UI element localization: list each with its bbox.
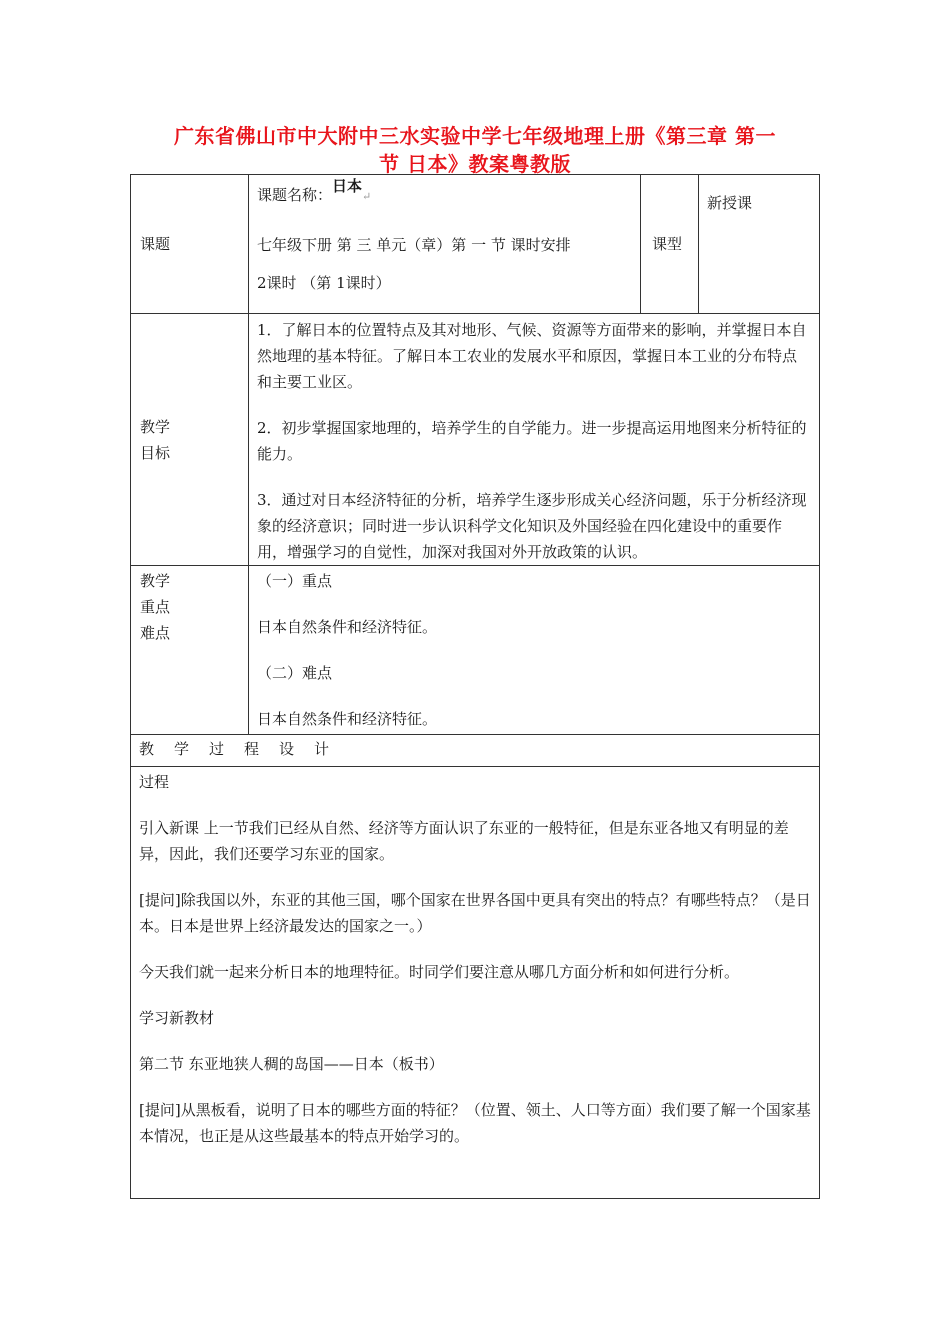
design-heading-cell [131, 735, 820, 767]
objectives-label-line-2: 目标 [140, 443, 171, 462]
process-paragraph: 引入新课 上一节我们已经从自然、经济等方面认识了东亚的一般特征，但是东亚各地又有明显的差异，因此，我们还要学习东亚的国家。 [139, 819, 789, 863]
design-row [131, 735, 820, 767]
objective-item: 2．初步掌握国家地理的，培养学生的自学能力。进一步提高运用地图来分析特征的能力。 [257, 419, 807, 463]
title-line-1: 广东省佛山市中大附中三水实验中学七年级地理上册《第三章 第一 [174, 124, 776, 148]
process-paragraph: 第二节 东亚地狭人稠的岛国——日本（板书） [139, 1055, 444, 1073]
lesson-plan-table [130, 174, 820, 1199]
title-line-2: 节 日本》教案粤教版 [379, 152, 571, 176]
topic-name-line [257, 177, 632, 210]
key-points-content [249, 566, 820, 735]
process-paragraph: 今天我们就一起来分析日本的地理特征。时同学们要注意从哪几方面分析和如何进行分析。 [139, 963, 740, 981]
objective-item: 3．通过对日本经济特征的分析，培养学生逐步形成关心经济问题，乐于分析经济现象的经济意识；同时进一步认识科学文化知识及外国经验在四化建设中的重要作用，增强学习的自觉性，加深对我国对外开放政策的认识。 [257, 491, 807, 561]
key-points-label-line-1: 教学 [140, 572, 171, 590]
return-mark-icon: ↵ [362, 190, 372, 203]
type-label: 课型 [641, 175, 699, 314]
design-heading: 教学过程设计 [139, 740, 350, 758]
process-content [131, 767, 820, 1199]
difficulty-heading: （二）难点 [257, 664, 333, 682]
key-point-text: 日本自然条件和经济特征。 [257, 618, 438, 636]
objectives-row [131, 314, 820, 566]
objectives-label [131, 314, 249, 566]
type-value-cell [699, 175, 820, 314]
topic-row [131, 175, 820, 314]
objectives-content [249, 314, 820, 566]
type-value: 新授课 [707, 194, 753, 212]
key-points-row [131, 566, 820, 735]
schedule-line-2: 2课时 （第 1课时） [257, 274, 391, 292]
topic-name-label: 课题名称： [257, 186, 333, 204]
process-paragraph: [提问]从黑板看，说明了日本的哪些方面的特征？（位置、领土、人口等方面）我们要了解一个国家基本情况，也正是从这些最基本的特点开始学习的。 [139, 1101, 811, 1145]
topic-content-cell [249, 175, 641, 314]
topic-name-value: 日本 [332, 177, 363, 195]
topic-label: 课题 [131, 175, 249, 314]
document-title [120, 122, 830, 178]
key-points-label [131, 566, 249, 735]
process-paragraph: 过程 [139, 773, 170, 791]
process-row [131, 767, 820, 1199]
objective-item: 1．了解日本的位置特点及其对地形、气候、资源等方面带来的影响，并掌握日本自然地理的基本特征。了解日本工农业的发展水平和原因，掌握日本工业的分布特点和主要工业区。 [257, 321, 807, 391]
key-points-label-line-2: 重点 [140, 598, 171, 616]
key-point-heading: （一）重点 [257, 572, 333, 590]
objectives-label-line-1: 教学 [140, 417, 171, 436]
process-paragraph: 学习新教材 [139, 1009, 215, 1027]
difficulty-text: 日本自然条件和经济特征。 [257, 710, 438, 728]
schedule-line-1: 七年级下册 第 三 单元（章）第 一 节 课时安排 [257, 236, 571, 254]
process-paragraph: [提问]除我国以外，东亚的其他三国，哪个国家在世界各国中更具有突出的特点？有哪些特点？（是日本。日本是世界上经济最发达的国家之一。） [139, 891, 811, 935]
key-points-label-line-3: 难点 [140, 624, 171, 642]
